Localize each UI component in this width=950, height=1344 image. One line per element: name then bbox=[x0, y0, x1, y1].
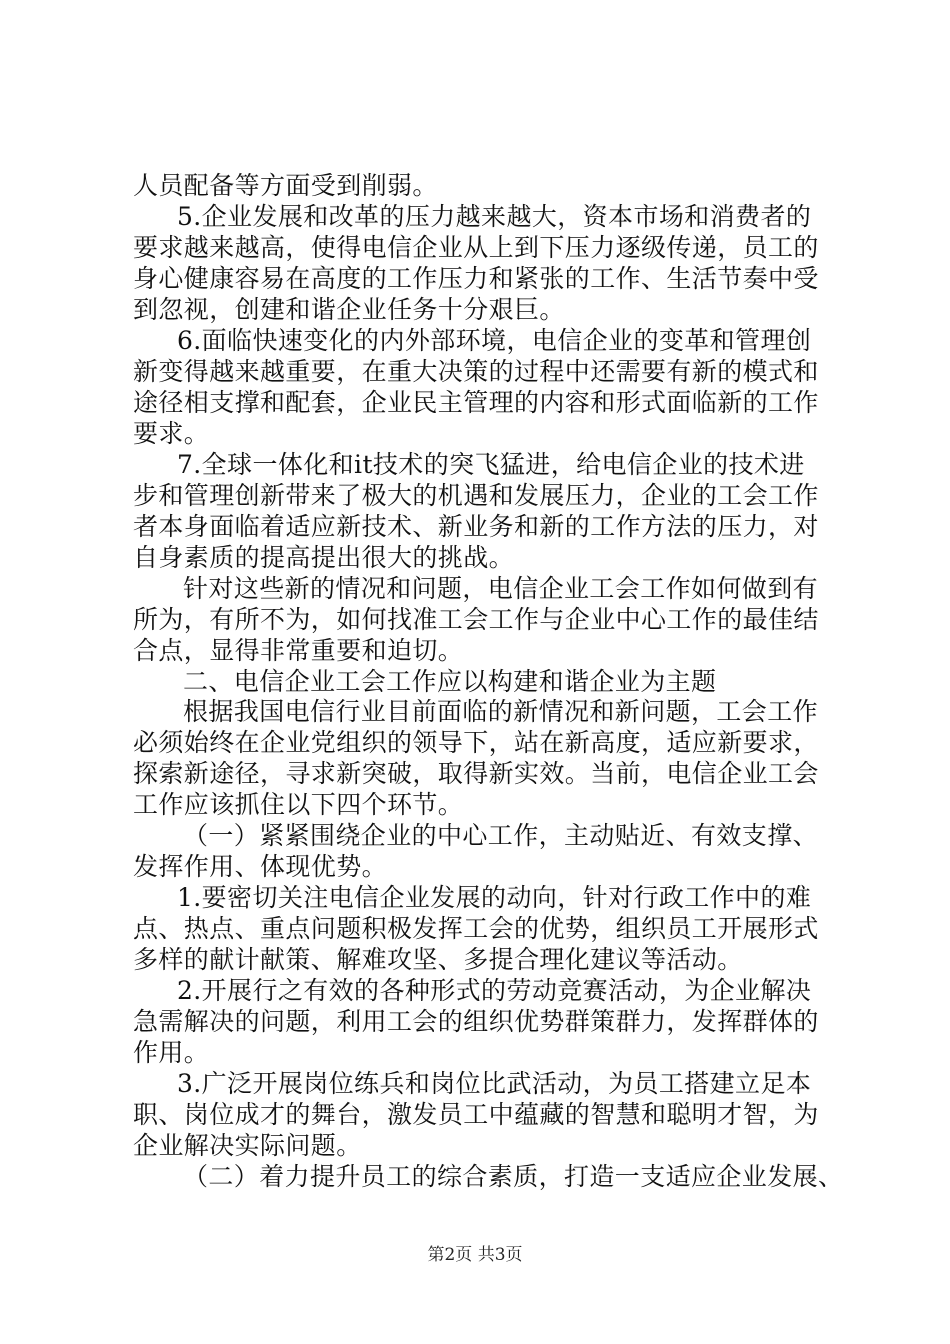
subsection-heading: （二）着力提升员工的综合素质，打造一支适应企业发展、 bbox=[183, 1162, 844, 1191]
text-line: 发挥作用、体现优势。 bbox=[133, 852, 388, 881]
text-line: 工作应该抓住以下四个环节。 bbox=[133, 790, 464, 819]
text-line: 3.广泛开展岗位练兵和岗位比武活动，为员工搭建立足本 bbox=[177, 1069, 812, 1098]
text-line: 所为，有所不为，如何找准工会工作与企业中心工作的最佳结 bbox=[133, 605, 819, 634]
page-footer: 第2页 共3页 bbox=[427, 1245, 523, 1265]
text-line: 必须始终在企业党组织的领导下，站在新高度，适应新要求， bbox=[133, 728, 819, 757]
text-line: 途径相支撑和配套，企业民主管理的内容和形式面临新的工作 bbox=[133, 388, 819, 417]
text-line: 6.面临快速变化的内外部环境，电信企业的变革和管理创 bbox=[177, 326, 812, 355]
text-line: 针对这些新的情况和问题，电信企业工会工作如何做到有 bbox=[183, 574, 819, 603]
text-line: 职、岗位成才的舞台，激发员工中蕴藏的智慧和聪明才智，为 bbox=[133, 1100, 819, 1129]
text-line: 5.企业发展和改革的压力越来越大，资本市场和消费者的 bbox=[177, 202, 812, 231]
text-line: 要求。 bbox=[133, 419, 210, 448]
text-line: 要求越来越高，使得电信企业从上到下压力逐级传递，员工的 bbox=[133, 233, 819, 262]
text-line: 多样的献计献策、解难攻坚、多提合理化建议等活动。 bbox=[133, 945, 743, 974]
text-line: 到忽视，创建和谐企业任务十分艰巨。 bbox=[133, 295, 565, 324]
text-line: 自身素质的提高提出很大的挑战。 bbox=[133, 543, 515, 572]
section-heading: 二、电信企业工会工作应以构建和谐企业为主题 bbox=[183, 667, 717, 696]
text-line: 步和管理创新带来了极大的机遇和发展压力，企业的工会工作 bbox=[133, 481, 819, 510]
text-line: 身心健康容易在高度的工作压力和紧张的工作、生活节奏中受 bbox=[133, 264, 819, 293]
text-line: 新变得越来越重要，在重大决策的过程中还需要有新的模式和 bbox=[133, 357, 819, 386]
text-line: 探索新途径，寻求新突破，取得新实效。当前，电信企业工会 bbox=[133, 759, 819, 788]
text-line: 1.要密切关注电信企业发展的动向，针对行政工作中的难 bbox=[177, 883, 812, 912]
text-line: 合点，显得非常重要和迫切。 bbox=[133, 636, 464, 665]
text-line: 人员配备等方面受到削弱。 bbox=[133, 171, 438, 200]
text-line: 2.开展行之有效的各种形式的劳动竞赛活动，为企业解决 bbox=[177, 976, 812, 1005]
text-line: 者本身面临着适应新技术、新业务和新的工作方法的压力，对 bbox=[133, 512, 819, 541]
text-line: 急需解决的问题，利用工会的组织优势群策群力，发挥群体的 bbox=[133, 1007, 819, 1036]
text-line: 点、热点、重点问题积极发挥工会的优势，组织员工开展形式 bbox=[133, 914, 819, 943]
text-line: 企业解决实际问题。 bbox=[133, 1131, 362, 1160]
text-line: 作用。 bbox=[133, 1038, 210, 1067]
text-line: 7.全球一体化和it技术的突飞猛进，给电信企业的技术进 bbox=[177, 450, 805, 479]
subsection-heading: （一）紧紧围绕企业的中心工作，主动贴近、有效支撑、 bbox=[183, 821, 819, 850]
text-line: 根据我国电信行业目前面临的新情况和新问题，工会工作 bbox=[183, 697, 819, 726]
